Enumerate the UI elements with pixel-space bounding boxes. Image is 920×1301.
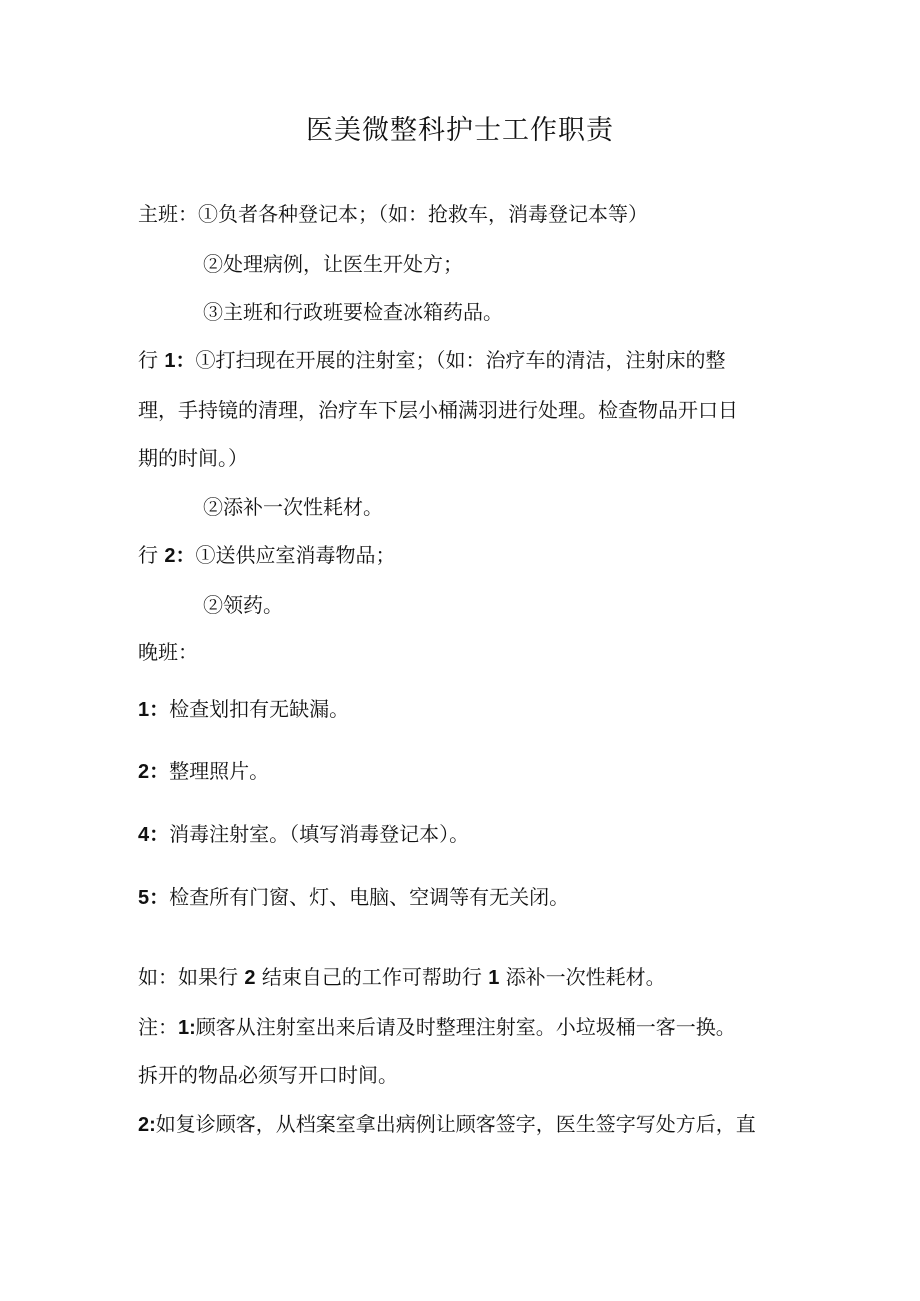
main-shift-item-2: ②处理病例，让医生开处方； bbox=[203, 252, 463, 276]
note-1-text: 顾客从注射室出来后请及时整理注射室。小垃圾桶一客一换。 bbox=[195, 1015, 736, 1039]
admin2-number: 2： bbox=[164, 545, 196, 567]
document-title: 医美微整科护士工作职责 bbox=[306, 115, 614, 146]
example-middle: 结束自己的工作可帮助行 bbox=[261, 965, 482, 989]
night-item-number: 4： bbox=[138, 824, 170, 846]
admin1-line-1 bbox=[138, 346, 725, 375]
night-item-text: 检查所有门窗、灯、电脑、空调等有无关闭。 bbox=[169, 885, 570, 909]
example-line bbox=[138, 963, 666, 992]
night-item-text: 检查划扣有无缺漏。 bbox=[169, 697, 350, 721]
example-prefix: 如：如果行 bbox=[138, 965, 238, 989]
note-2-number: 2: bbox=[138, 1114, 156, 1136]
admin1-line-2: 理，手持镜的清理，治疗车下层小桶满羽进行处理。检查物品开口日 bbox=[138, 398, 738, 422]
night-shift-label: 晚班： bbox=[138, 640, 198, 664]
admin1-text-1: ①打扫现在开展的注射室；（如：治疗车的清洁，注射床的整 bbox=[195, 348, 726, 372]
main-shift-item-3: ③主班和行政班要检查冰箱药品。 bbox=[203, 300, 503, 324]
main-shift-item-1: ①负者各种登记本；（如：抢救车，消毒登记本等） bbox=[198, 202, 648, 226]
admin2-item-1: ①送供应室消毒物品； bbox=[195, 543, 396, 567]
notes-line-1 bbox=[138, 1013, 736, 1042]
night-item-number: 2： bbox=[138, 761, 170, 783]
note-1-number: 1: bbox=[178, 1017, 196, 1039]
admin2-label: 行 bbox=[138, 543, 158, 567]
notes-label: 注： bbox=[138, 1015, 178, 1039]
example-number-2: 1 bbox=[488, 967, 500, 989]
admin2-item-2: ②领药。 bbox=[203, 593, 283, 617]
night-item-2 bbox=[138, 757, 269, 786]
night-item-text: 消毒注射室。（填写消毒登记本）。 bbox=[169, 822, 470, 846]
night-item-number: 5： bbox=[138, 887, 170, 909]
main-shift-line-1 bbox=[138, 200, 648, 228]
main-shift-label: 主班： bbox=[138, 202, 198, 226]
night-item-5 bbox=[138, 883, 569, 912]
notes-line-2 bbox=[138, 1110, 756, 1139]
admin1-number: 1： bbox=[164, 350, 196, 372]
admin1-label: 行 bbox=[138, 348, 158, 372]
note-2-text: 如复诊顾客，从档案室拿出病例让顾客签字，医生签字写处方后，直 bbox=[155, 1112, 756, 1136]
night-item-4 bbox=[138, 820, 469, 849]
night-item-number: 1： bbox=[138, 699, 170, 721]
admin1-item-2: ②添补一次性耗材。 bbox=[203, 495, 383, 519]
night-item-text: 整理照片。 bbox=[169, 759, 270, 783]
example-suffix: 添补一次性耗材。 bbox=[505, 965, 666, 989]
night-item-1 bbox=[138, 695, 349, 724]
admin2-line-1 bbox=[138, 541, 395, 570]
admin1-line-3: 期的时间。） bbox=[138, 446, 248, 470]
example-number-1: 2 bbox=[244, 967, 256, 989]
note-1-continuation: 拆开的物品必须写开口时间。 bbox=[138, 1063, 398, 1087]
